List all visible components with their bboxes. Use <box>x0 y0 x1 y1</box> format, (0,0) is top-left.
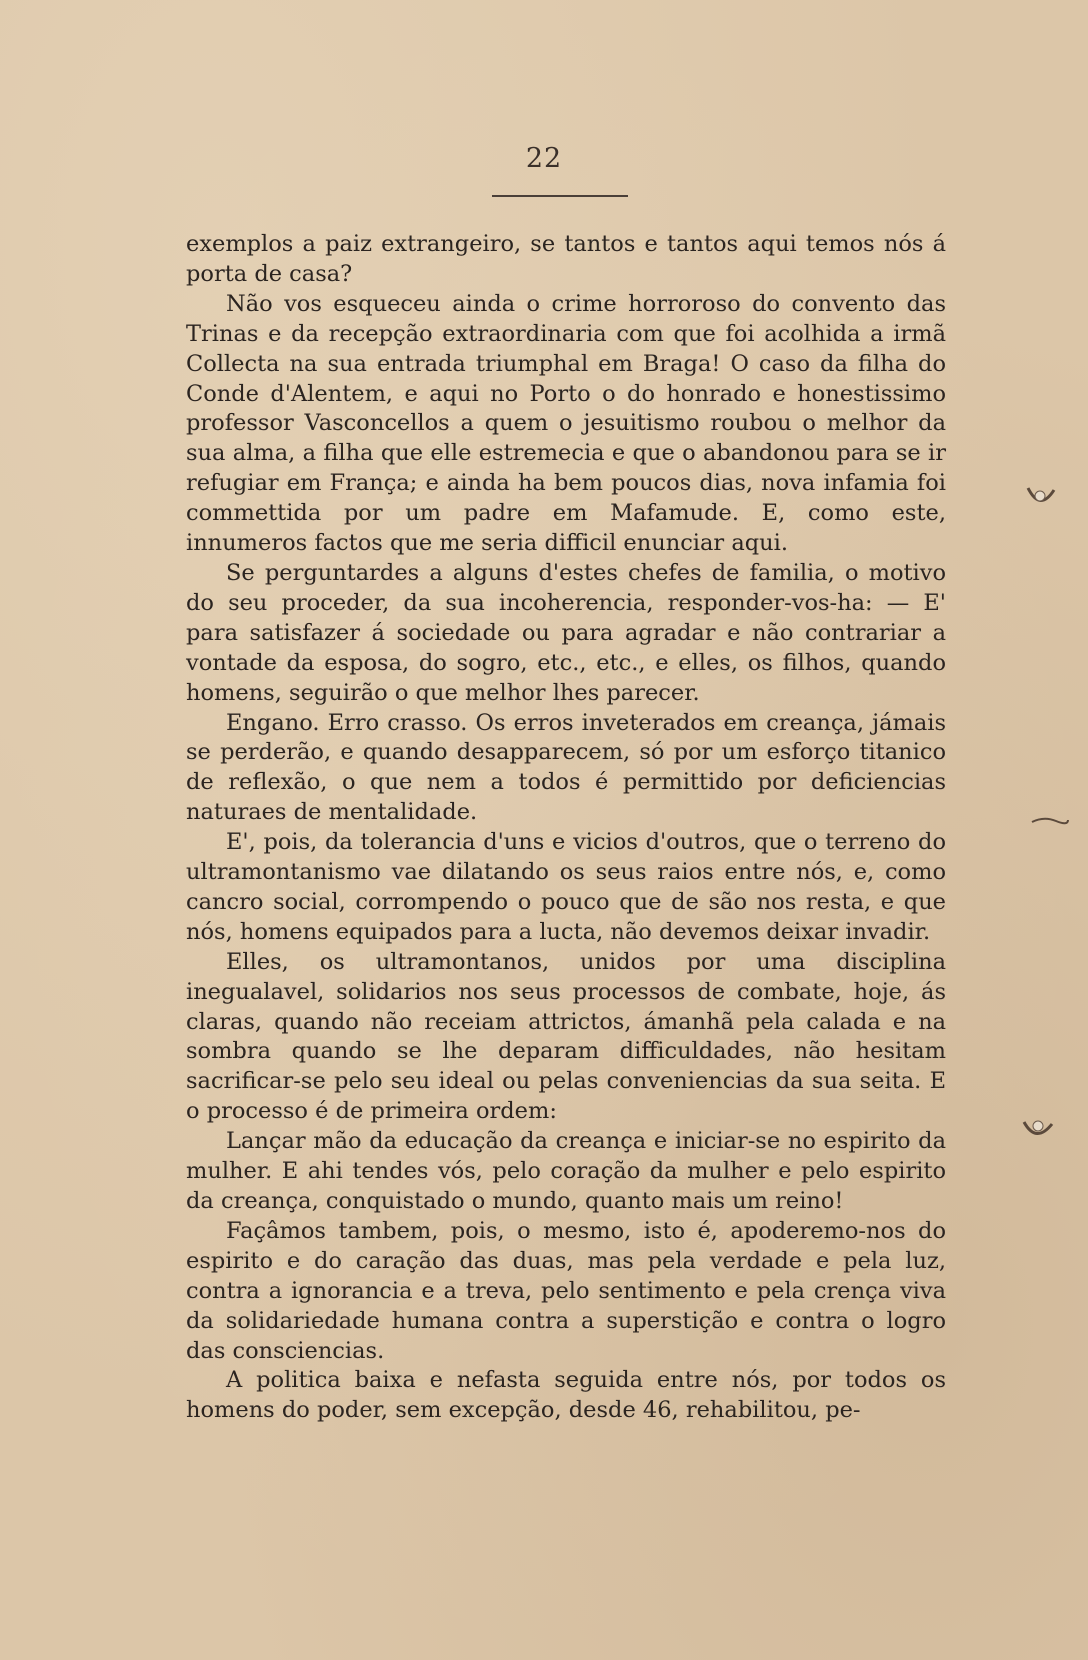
paragraph: Lançar mão da educação da creança e iniciar-se no espirito da mulher. E ahi tendes vós, pelo coração da mulher e pelo espirito da creança, conquistado o mundo, quanto mais um reino! <box>186 1128 946 1214</box>
binding-thread-mark <box>1030 812 1070 833</box>
paragraph: E', pois, da tolerancia d'uns e vicios d'outros, que o terreno do ultramontanismo vae dilatando os seus raios entre nós, e, como cancro social, corrompendo o pouco que de são nos resta, e que nós, homens equipados para a lucta, não devemos deixar invadir. <box>186 829 946 945</box>
paragraph: A politica baixa e nefasta seguida entre nós, por todos os homens do poder, sem excepção, desde 46, rehabilitou, pe- <box>186 1367 946 1424</box>
paragraph: exemplos a paiz extrangeiro, se tantos e tantos aqui temos nós á porta de casa? <box>186 231 946 287</box>
header-rule <box>492 195 628 197</box>
page-number: 22 <box>525 143 563 174</box>
binding-hole-mark <box>1018 1108 1058 1155</box>
binding-hole-mark <box>1020 478 1060 525</box>
paragraph: Façâmos tambem, pois, o mesmo, isto é, apoderemo-nos do espirito e do caração das duas, mas pela verdade e pela luz, contra a ignorancia e a treva, pelo sentimento e pela crença viva da solidariedade humana contra a superstição e contra o logro das consciencias. <box>186 1217 946 1364</box>
paragraph: Elles, os ultramontanos, unidos por uma disciplina inegualavel, solidarios nos seus processos de combate, hoje, ás claras, quando não receiam attrictos, ámanhã pela calada e na sombra quando se lhe deparam difficuldades, não hesitam sacrificar-se pelo seu ideal ou pelas conveniencias da sua seita. E o processo é de primeira ordem: <box>186 948 946 1125</box>
paragraph: Engano. Erro crasso. Os erros inveterados em creança, jámais se perderão, e quando desapparecem, só por um esforço titanico de reflexão, o que nem a todos é permittido por deficiencias naturaes de mentalidade. <box>186 709 946 826</box>
paragraph: Não vos esqueceu ainda o crime horroroso do convento das Trinas e da recepção extraordinaria com que foi acolhida a irmã Collecta na sua entrada triumphal em Braga! O caso da filha do Conde d'Alentem, e aqui no Porto o do honrado e honestissimo professor Vasconcellos a quem o jesuitismo roubou o melhor da sua alma, a filha que elle estremecia e que o abandonou para se ir refugiar em França; e ainda ha bem poucos dias, nova infamia foi commettida por um padre em Mafamude. E, como este, innumeros factos que me seria difficil enunciar aqui. <box>186 290 946 557</box>
body-text <box>186 230 946 1426</box>
paragraph: Se perguntardes a alguns d'estes chefes de familia, o motivo do seu proceder, da sua incoherencia, responder-vos-ha: — E' para satisfazer á sociedade ou para agradar e não contrariar a vontade da esposa, do sogro, etc., etc., e elles, os filhos, quando homens, seguirão o que melhor lhes parecer. <box>186 559 946 706</box>
